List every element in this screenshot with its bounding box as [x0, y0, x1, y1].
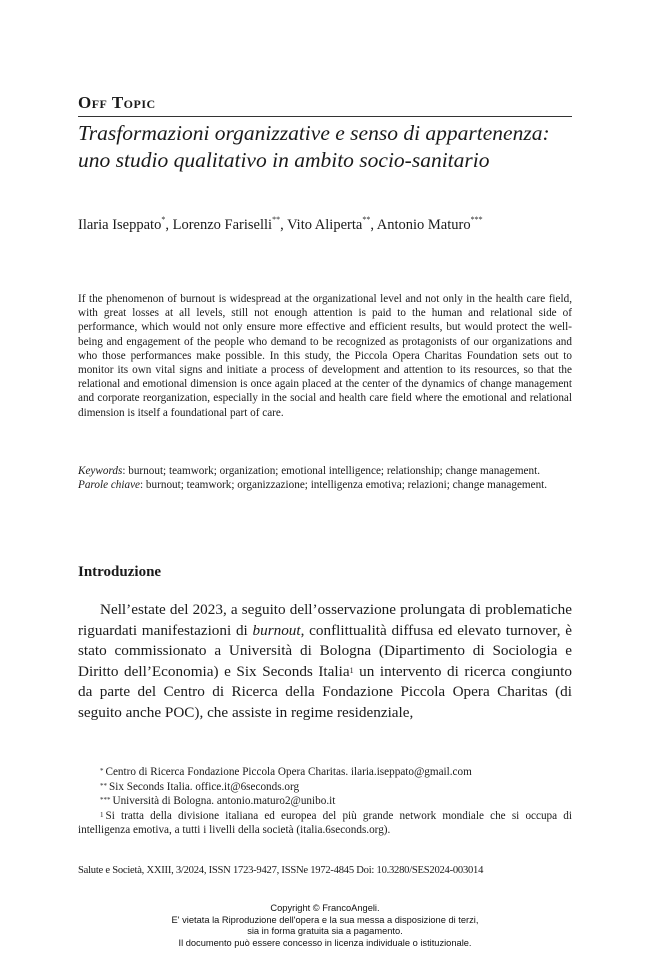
author-list: Ilaria Iseppato*, Lorenzo Fariselli**, Vito Aliperta**, Antonio Maturo***	[78, 215, 483, 233]
author-name: Antonio Maturo	[376, 217, 471, 233]
footnote-mark: ***	[100, 796, 111, 805]
footnote-reference: 1	[349, 665, 354, 675]
abstract: If the phenomenon of burnout is widespread at the organizational level and not only in the health care field, with great losses at all levels, still not enough attention is paid to the human and relational side of performance, which would not only ensure more effective and efficient results, but would protect the well-being and engagement of the people who demand to be recognized as protagonists of our organizations and who those performances make possible. In this study, the Piccola Opera Charitas Foundation sets out to monitor its own vital signs and initiate a process of development and attention to its resources, so that the relational and emotional dimension is once again placed at the center of the dynamics of change management and corporate reorganization, especially in the social and health care field where the emotional and relational dimension is itself a foundational part of care.	[78, 293, 572, 419]
journal-citation: Salute e Società, XXIII, 3/2024, ISSN 1723-9427, ISSNe 1972-4845 Doi: 10.3280/SES2024-003014	[78, 865, 484, 876]
copyright-line: E' vietata la Riproduzione dell'opera e la sua messa a disposizione di terzi,	[171, 914, 479, 925]
footnote	[78, 794, 572, 809]
keywords-en	[78, 464, 572, 478]
footnote-mark: 1	[100, 810, 104, 819]
footnote	[78, 765, 572, 780]
copyright-line: Copyright © FrancoAngeli.	[270, 903, 380, 913]
author-mark: **	[362, 215, 371, 224]
footnote	[78, 780, 572, 795]
footnote-mark: *	[100, 767, 104, 775]
copyright-line: Il documento può essere concesso in licenza individuale o istituzionale.	[178, 937, 472, 948]
footnotes	[78, 765, 572, 838]
parole-chiave-label: Parole chiave	[78, 479, 141, 492]
author-mark: **	[272, 215, 281, 224]
keywords-it	[78, 478, 572, 492]
keywords-label: Keywords	[78, 465, 123, 477]
body-text-3: un intervento di ricerca congiunto da parte del Centro di Ricerca della Fondazione Piccola Opera Charitas (di seguito anche POC), che assiste in regime residenziale,	[78, 662, 572, 721]
footnote-mark: **	[100, 781, 107, 790]
author-mark: ***	[470, 215, 483, 224]
section-label: Off Topic	[78, 93, 156, 112]
footnote	[78, 809, 572, 838]
copyright-notice	[0, 903, 650, 949]
keywords-block	[78, 464, 572, 492]
author-name: Lorenzo Fariselli	[172, 217, 273, 233]
header-rule	[78, 116, 572, 117]
author-name: Ilaria Iseppato	[78, 217, 162, 233]
footnote-text: Si tratta della divisione italiana ed europea del più grande network mondiale che si occupa di intelligenza emotiva, a tutti i livelli della società (italia.6seconds.org).	[78, 809, 572, 837]
article-page	[78, 0, 572, 963]
footnote-text: Six Seconds Italia. office.it@6seconds.org	[109, 780, 300, 793]
author-name: Vito Aliperta	[287, 217, 363, 233]
body-paragraph	[78, 600, 572, 723]
body-text-1: Nell’estate del 2023, a seguito dell’osservazione prolungata di problematiche riguardati manifestazioni di	[78, 601, 572, 639]
footnote-text: Università di Bologna. antonio.maturo2@unibo.it	[112, 795, 336, 808]
section-heading: Introduzione	[78, 564, 162, 580]
parole-chiave-text: : burnout; teamwork; organizzazione; intelligenza emotiva; relazioni; change management.	[140, 479, 548, 492]
footnote-text: Centro di Ricerca Fondazione Piccola Opera Charitas. ilaria.iseppato@gmail.com	[105, 766, 472, 778]
keywords-text: : burnout; teamwork; organization; emotional intelligence; relationship; change management.	[122, 465, 540, 477]
body-emphasis: burnout	[252, 621, 301, 639]
author-mark: *	[161, 215, 166, 224]
body-text-2: , conflittualità diffusa ed elevato turnover, è stato commissionato a Università di Bologna (Dipartimento di Sociologia e Diritto dell’Economia) e Six Seconds Italia	[78, 621, 572, 680]
article-title: Trasformazioni organizzative e senso di appartenenza: uno studio qualitativo in ambito socio-sanitario	[78, 121, 550, 172]
copyright-line: sia in forma gratuita sia a pagamento.	[247, 926, 403, 936]
